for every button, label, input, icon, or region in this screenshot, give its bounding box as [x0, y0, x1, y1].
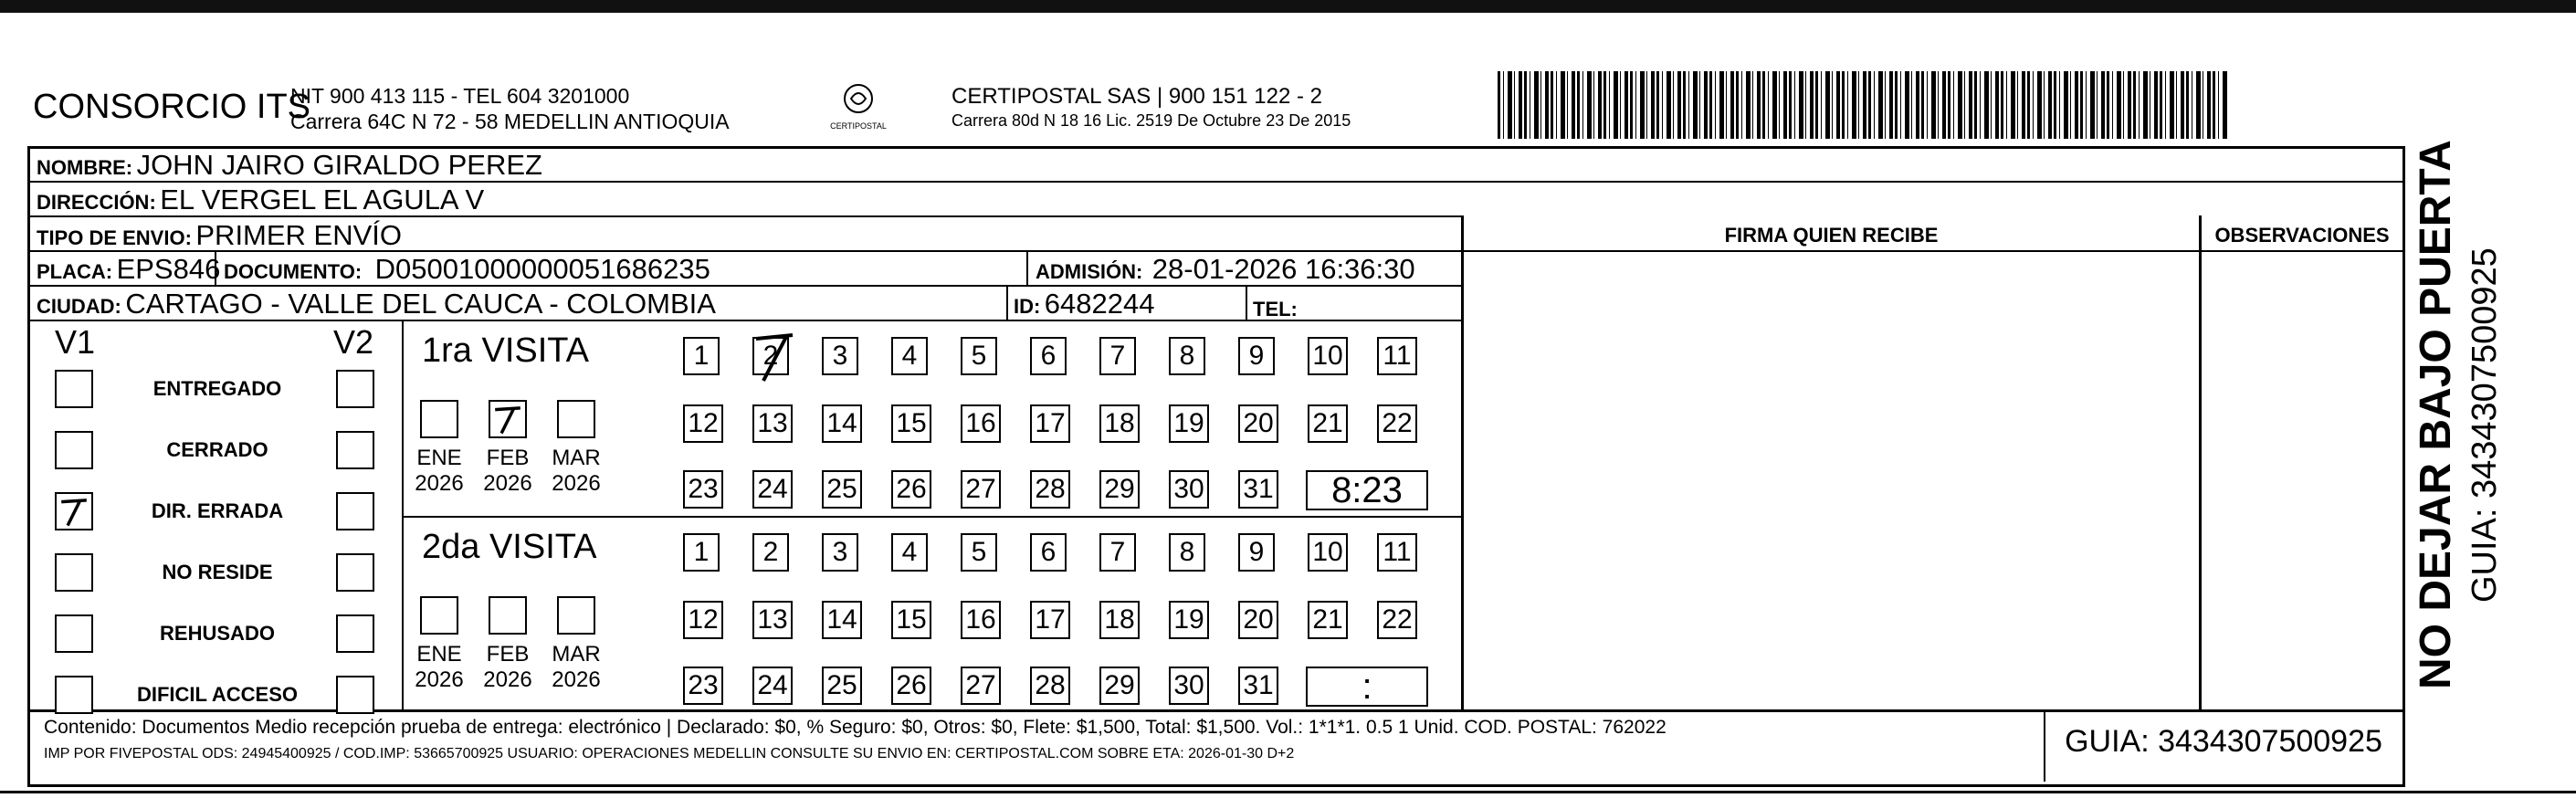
day-box[interactable]: 15 — [891, 601, 931, 639]
direccion-row — [37, 184, 484, 216]
day-box[interactable]: 17 — [1030, 404, 1070, 443]
company-name: CONSORCIO ITS — [33, 88, 311, 126]
month-label — [407, 446, 471, 497]
day-box[interactable]: 10 — [1308, 337, 1348, 375]
signature-area[interactable] — [1464, 252, 2199, 709]
barcode-icon — [1498, 71, 2228, 139]
day-box[interactable]: 13 — [752, 601, 793, 639]
month-label — [407, 642, 471, 693]
documento-cell — [224, 253, 710, 286]
day-box[interactable]: 19 — [1169, 601, 1209, 639]
month-name: FEB — [486, 446, 530, 470]
day-box[interactable]: 7 — [1099, 337, 1136, 375]
v1-checkbox[interactable] — [55, 431, 93, 469]
day-box[interactable]: 9 — [1238, 337, 1275, 375]
address-line: Carrera 64C N 72 - 58 MEDELLIN ANTIOQUIA — [290, 110, 730, 133]
bottom-edge — [0, 791, 2576, 793]
day-box[interactable]: 8 — [1169, 533, 1205, 572]
status-option-label: DIR. ERRADA — [151, 499, 284, 522]
day-box[interactable]: 23 — [683, 470, 723, 509]
top-edge-bar — [0, 0, 2576, 13]
day-box[interactable]: 24 — [752, 470, 793, 509]
admision-value: 28-01-2026 16:36:30 — [1151, 253, 1415, 285]
side-guia: GUIA: 3434307500925 — [2466, 247, 2504, 603]
visit-divider — [402, 516, 1461, 518]
month-year: 2026 — [415, 471, 464, 496]
day-box[interactable]: 20 — [1238, 404, 1278, 443]
status-option-label: NO RESIDE — [162, 561, 273, 583]
day-box[interactable]: 13 — [752, 404, 793, 443]
month-checkbox-ene[interactable] — [420, 596, 458, 635]
day-box[interactable]: 22 — [1377, 404, 1417, 443]
day-box[interactable]: 6 — [1030, 337, 1067, 375]
v2-checkbox[interactable] — [336, 431, 374, 469]
day-box[interactable]: 10 — [1308, 533, 1348, 572]
nit-line: NIT 900 413 115 - TEL 604 3201000 — [290, 84, 630, 108]
month-label — [476, 642, 540, 693]
tipo-value: PRIMER ENVÍO — [195, 219, 403, 251]
time-box[interactable]: 8:23 — [1306, 470, 1428, 510]
col-line-tel — [1246, 285, 1247, 320]
ciudad-value: CARTAGO - VALLE DEL CAUCA - COLOMBIA — [125, 288, 716, 320]
month-year: 2026 — [415, 667, 464, 692]
day-box[interactable]: 9 — [1238, 533, 1275, 572]
documento-label: DOCUMENTO: — [224, 260, 363, 283]
id-label: ID: — [1014, 295, 1041, 318]
day-box[interactable]: 15 — [891, 404, 931, 443]
month-name: ENE — [416, 446, 462, 470]
v1-checkbox[interactable] — [55, 614, 93, 653]
day-box[interactable]: 19 — [1169, 404, 1209, 443]
day-box[interactable]: 16 — [961, 404, 1001, 443]
day-box[interactable]: 8 — [1169, 337, 1205, 375]
day-box[interactable]: 20 — [1238, 601, 1278, 639]
day-box[interactable]: 31 — [1238, 470, 1278, 509]
footer-contenido: Contenido: Documentos Medio recepción prueba de entrega: electrónico | Declarado: $0, % Seguro: $0, Otros: $0, Flete: $1,500, Total: $1,500. Vol.: 1*1*1. 0.5 1 Unid. COD. POSTAL: 762022 — [44, 717, 1667, 738]
check-mark-icon — [57, 491, 91, 531]
v1-checkbox[interactable] — [55, 676, 93, 714]
v2-checkbox[interactable] — [336, 676, 374, 714]
admision-label: ADMISIÓN: — [1036, 260, 1143, 283]
tel-label: TEL: — [1253, 298, 1298, 320]
month-name: MAR — [552, 446, 601, 470]
day-box[interactable]: 30 — [1169, 470, 1209, 509]
visit-title: 2da VISITA — [422, 528, 597, 566]
admision-cell — [1036, 253, 1415, 286]
day-box[interactable]: 26 — [891, 470, 931, 509]
month-label — [544, 642, 608, 693]
month-year: 2026 — [483, 471, 532, 496]
day-box[interactable]: 1 — [683, 337, 720, 375]
observaciones-header: OBSERVACIONES — [2214, 224, 2390, 247]
check-mark-icon — [490, 399, 525, 439]
v2-checkbox[interactable] — [336, 492, 374, 530]
day-strike-icon — [751, 330, 798, 384]
day-box[interactable]: 2 — [752, 533, 789, 572]
v1-checkbox[interactable] — [55, 370, 93, 408]
month-label — [544, 446, 608, 497]
no-dejar-warning: NO DEJAR BAJO PUERTA — [2412, 140, 2460, 689]
day-box[interactable]: 27 — [961, 470, 1001, 509]
footer-guia: GUIA: 3434307500925 — [2065, 724, 2382, 759]
status-option-label: DIFICIL ACCESO — [136, 683, 298, 706]
day-box[interactable]: 17 — [1030, 601, 1070, 639]
day-box[interactable]: 3 — [822, 533, 858, 572]
placa-value: EPS846 — [116, 253, 221, 285]
visit-title: 1ra VISITA — [422, 331, 590, 370]
day-box[interactable]: 28 — [1030, 667, 1070, 705]
day-box[interactable]: 5 — [961, 533, 997, 572]
day-box[interactable]: 12 — [683, 404, 723, 443]
status-option-label: CERRADO — [166, 438, 268, 461]
carrier-license: Carrera 80d N 18 16 Lic. 2519 De Octubre 23 De 2015 — [952, 111, 1351, 130]
nombre-label: NOMBRE: — [37, 156, 133, 179]
day-box[interactable]: 30 — [1169, 667, 1209, 705]
ciudad-label: CIUDAD: — [37, 295, 121, 318]
time-box[interactable]: : — [1306, 667, 1428, 707]
day-box[interactable]: 26 — [891, 667, 931, 705]
month-label — [476, 446, 540, 497]
day-box[interactable]: 5 — [961, 337, 997, 375]
v2-header: V2 — [333, 323, 374, 361]
day-box[interactable]: 14 — [822, 601, 862, 639]
direccion-label: DIRECCIÓN: — [37, 191, 156, 214]
day-box[interactable]: 2 — [752, 337, 789, 375]
firma-header: FIRMA QUIEN RECIBE — [1724, 224, 1939, 247]
day-box[interactable]: 21 — [1308, 404, 1348, 443]
month-name: MAR — [552, 642, 601, 667]
day-box[interactable]: 16 — [961, 601, 1001, 639]
day-box[interactable]: 18 — [1099, 404, 1140, 443]
v1-checkbox[interactable] — [55, 492, 93, 530]
carrier-line: CERTIPOSTAL SAS | 900 151 122 - 2 — [952, 84, 1322, 109]
certipostal-logo — [826, 80, 890, 131]
id-cell — [1014, 288, 1154, 320]
month-year: 2026 — [552, 667, 601, 692]
month-checkbox-feb[interactable] — [489, 400, 527, 438]
day-box[interactable]: 6 — [1030, 533, 1067, 572]
day-box[interactable]: 18 — [1099, 601, 1140, 639]
day-box[interactable]: 11 — [1377, 533, 1417, 572]
documento-value: D05001000000051686235 — [374, 253, 710, 285]
day-box[interactable]: 27 — [961, 667, 1001, 705]
month-checkbox-ene[interactable] — [420, 400, 458, 438]
id-value: 6482244 — [1044, 288, 1155, 320]
day-box[interactable]: 4 — [891, 533, 928, 572]
day-box[interactable]: 29 — [1099, 470, 1140, 509]
status-option-label: ENTREGADO — [152, 377, 282, 400]
nombre-value: JOHN JAIRO GIRALDO PEREZ — [136, 149, 542, 181]
tipo-row — [37, 219, 402, 252]
v1-header: V1 — [55, 323, 96, 361]
month-name: ENE — [416, 642, 462, 667]
v2-checkbox[interactable] — [336, 553, 374, 592]
placa-cell — [37, 253, 220, 286]
month-checkbox-mar[interactable] — [557, 596, 595, 635]
day-box[interactable]: 31 — [1238, 667, 1278, 705]
placa-label: PLACA: — [37, 260, 113, 283]
day-box[interactable]: 25 — [822, 667, 862, 705]
footer-line — [27, 709, 2403, 712]
month-year: 2026 — [552, 471, 601, 496]
col-line-admision — [1026, 250, 1028, 285]
direccion-value: EL VERGEL EL AGULA V — [160, 184, 485, 215]
month-year: 2026 — [483, 667, 532, 692]
day-box[interactable]: 11 — [1377, 337, 1417, 375]
day-box[interactable]: 25 — [822, 470, 862, 509]
logo-text: CERTIPOSTAL — [830, 121, 887, 131]
col-line-status — [402, 320, 404, 709]
day-box[interactable]: 7 — [1099, 533, 1136, 572]
nombre-row — [37, 149, 542, 182]
day-box[interactable]: 14 — [822, 404, 862, 443]
day-box[interactable]: 4 — [891, 337, 928, 375]
v2-checkbox[interactable] — [336, 614, 374, 653]
day-box[interactable]: 3 — [822, 337, 858, 375]
day-box[interactable]: 24 — [752, 667, 793, 705]
day-box[interactable]: 21 — [1308, 601, 1348, 639]
month-checkbox-feb[interactable] — [489, 596, 527, 635]
tel-cell — [1253, 290, 1298, 323]
day-box[interactable]: 22 — [1377, 601, 1417, 639]
v2-checkbox[interactable] — [336, 370, 374, 408]
month-checkbox-mar[interactable] — [557, 400, 595, 438]
month-name: FEB — [486, 642, 530, 667]
tipo-label: TIPO DE ENVIO: — [37, 226, 192, 249]
day-box[interactable]: 23 — [683, 667, 723, 705]
observations-area[interactable] — [2202, 252, 2403, 709]
footer-imp: IMP POR FIVEPOSTAL ODS: 24945400925 / COD.IMP: 53665700925 USUARIO: OPERACIONES MEDELLIN CONSULTE SU ENVIO EN: CERTIPOSTAL.COM SOBRE ETA: 2026-01-30 D+2 — [44, 746, 1295, 761]
logo-icon — [840, 80, 877, 117]
day-box[interactable]: 1 — [683, 533, 720, 572]
day-box[interactable]: 12 — [683, 601, 723, 639]
col-line-id — [1006, 285, 1008, 320]
v1-checkbox[interactable] — [55, 553, 93, 592]
day-box[interactable]: 28 — [1030, 470, 1070, 509]
ciudad-cell — [37, 288, 716, 320]
status-option-label: REHUSADO — [160, 622, 275, 645]
day-box[interactable]: 29 — [1099, 667, 1140, 705]
